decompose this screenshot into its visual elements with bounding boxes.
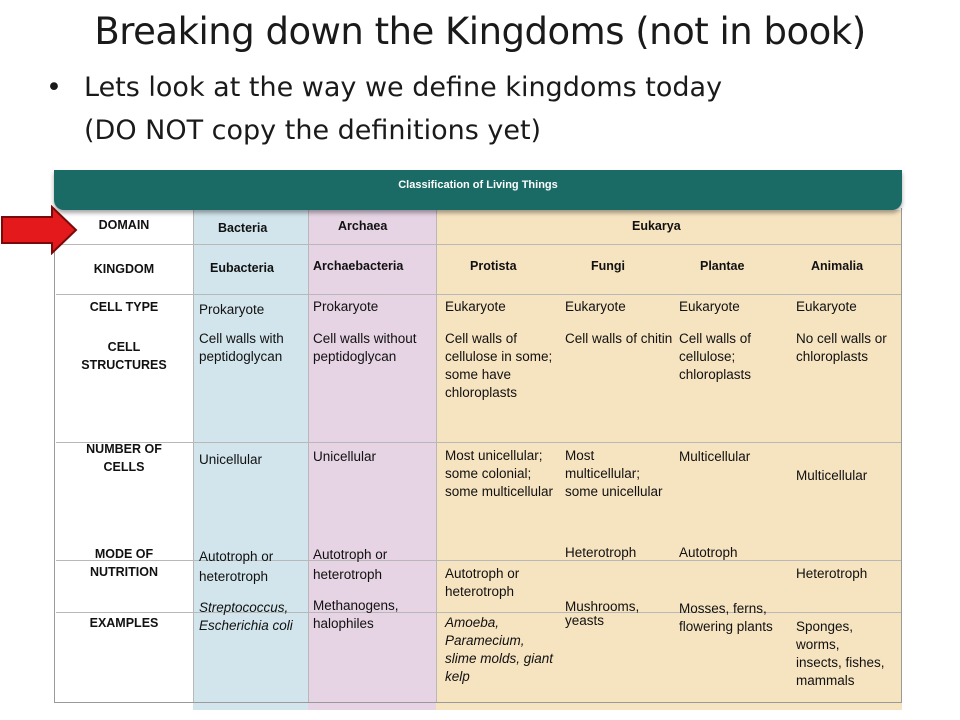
domain-eukarya: Eukarya — [632, 219, 681, 233]
structures-protista: Cell walls of cellulose in some; some have chloroplasts — [445, 331, 553, 400]
row-label-kingdom: KINGDOM — [93, 262, 155, 276]
celltype-fungi: Eukaryote — [565, 299, 626, 314]
row-label-domain: DOMAIN — [98, 218, 150, 232]
examples-archaebacteria: Methanogens, halophiles — [313, 598, 399, 631]
kingdom-fungi: Fungi — [591, 259, 626, 273]
structures-fungi: Cell walls of chitin — [565, 331, 673, 346]
row-label-cell-type: CELL TYPE — [89, 300, 159, 314]
structures-eubacteria: Cell walls with peptidoglycan — [199, 331, 284, 364]
row-label-examples: EXAMPLES — [89, 616, 159, 630]
cells-animalia: Multicellular — [796, 468, 868, 483]
examples-animalia: Sponges, worms, insects, fishes, mammals — [796, 619, 885, 688]
cells-protista: Most unicellular; some colonial; some multicellular — [445, 448, 554, 499]
cells-archaebacteria: Unicellular — [313, 449, 377, 464]
nutrition-protista: Autotroph or heterotroph — [445, 566, 520, 599]
kingdom-archaebacteria: Archaebacteria — [313, 259, 404, 273]
row-label-cell-structures: CELL STRUCTURES — [81, 340, 167, 372]
bullet-text — [84, 66, 904, 152]
slide-title: Breaking down the Kingdoms (not in book) — [94, 10, 866, 53]
cells-plantae: Multicellular — [679, 449, 751, 464]
kingdom-animalia: Animalia — [811, 259, 864, 273]
celltype-archaebacteria: Prokaryote — [313, 299, 379, 314]
row-label-number-of-cells: NUMBER OF CELLS — [86, 442, 162, 474]
celltype-eubacteria: Prokaryote — [199, 302, 265, 317]
row-label-mode-of-nutrition: MODE OF NUTRITION — [89, 547, 159, 579]
nutrition-archaebacteria: Autotroph or heterotroph — [313, 547, 388, 582]
nutrition-animalia: Heterotroph — [796, 566, 868, 581]
cells-fungi: Most multicellular; some unicellular — [565, 448, 663, 499]
right-arrow-icon — [0, 205, 80, 255]
structures-animalia: No cell walls or chloroplasts — [796, 331, 887, 364]
domain-bacteria: Bacteria — [218, 221, 268, 235]
examples-protista: Amoeba, Paramecium, slime molds, giant kelp — [445, 615, 554, 684]
kingdom-eubacteria: Eubacteria — [210, 261, 274, 275]
examples-fungi: Mushrooms, yeasts — [565, 599, 640, 628]
nutrition-plantae: Autotroph — [679, 545, 738, 560]
examples-plantae: Mosses, ferns, flowering plants — [679, 601, 773, 634]
domain-archaea: Archaea — [338, 219, 388, 233]
nutrition-fungi: Heterotroph — [565, 545, 637, 560]
kingdom-plantae: Plantae — [700, 259, 745, 273]
celltype-animalia: Eukaryote — [796, 299, 857, 314]
kingdom-protista: Protista — [470, 259, 517, 273]
table-caption: Classification of Living Things — [54, 170, 902, 210]
structures-plantae: Cell walls of cellulose; chloroplasts — [679, 331, 752, 382]
cells-eubacteria: Unicellular — [199, 452, 263, 467]
celltype-protista: Eukaryote — [445, 299, 506, 314]
celltype-plantae: Eukaryote — [679, 299, 740, 314]
examples-eubacteria: Streptococcus, Escherichia coli — [199, 600, 293, 633]
structures-archaebacteria: Cell walls without peptidoglycan — [313, 331, 417, 364]
bullet-line-1: Lets look at the way we define kingdoms today — [84, 72, 723, 103]
bullet-dot-icon: • — [46, 72, 62, 103]
bullet-line-2: (DO NOT copy the definitions yet) — [84, 115, 542, 146]
nutrition-eubacteria: Autotroph or heterotroph — [199, 549, 274, 584]
